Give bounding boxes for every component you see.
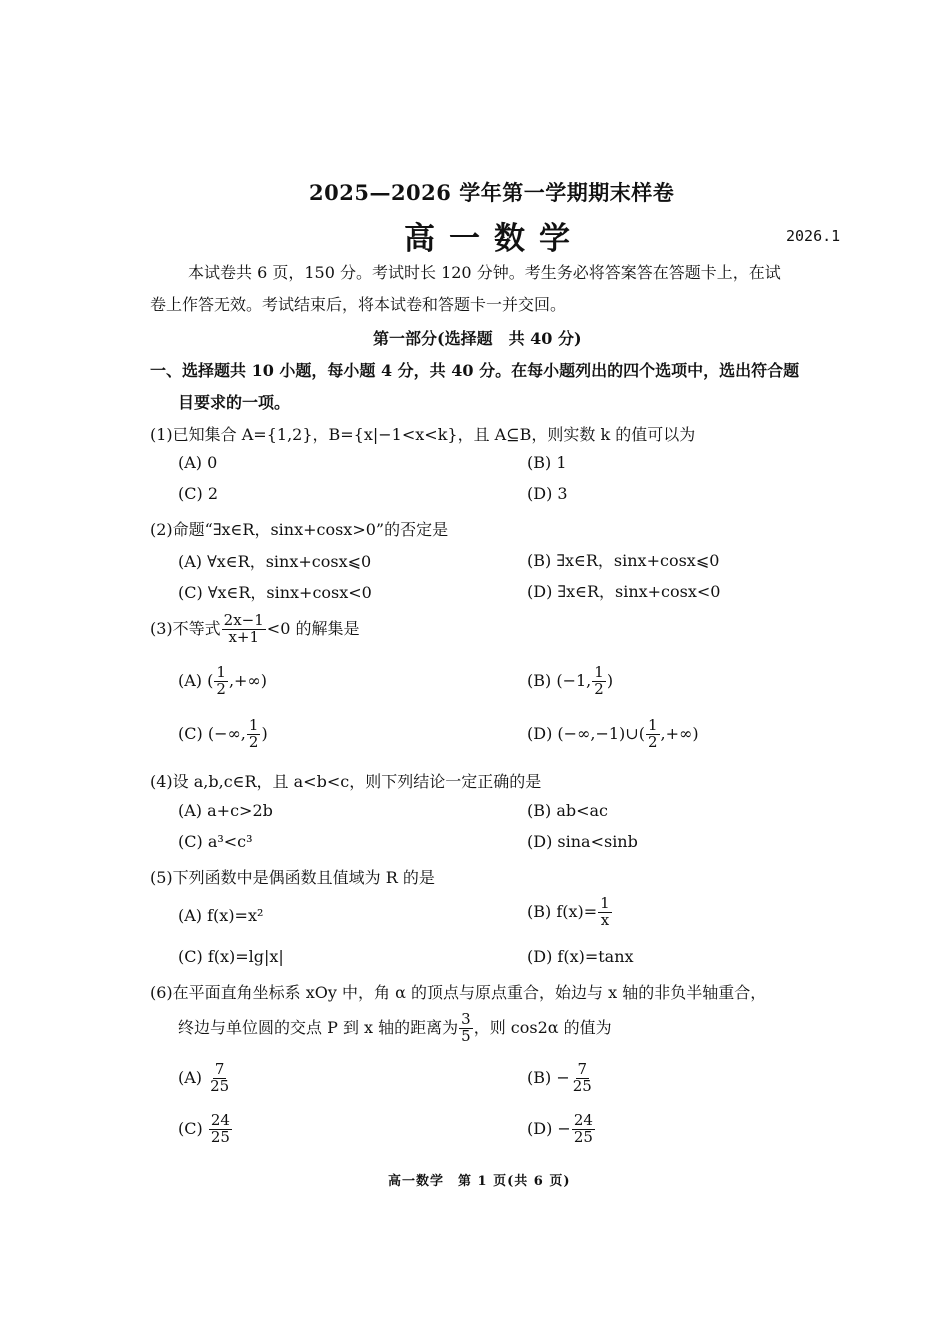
option-label: (C) xyxy=(178,1118,203,1138)
question-1-option-d: (D) 3 xyxy=(527,484,568,503)
question-2-option-a: (A) ∀x∈R，sinx+cosx⩽0 xyxy=(178,552,372,571)
option-text-pre: (−∞,−1)∪( xyxy=(557,723,645,743)
question-6-option-b xyxy=(527,1062,595,1095)
fraction-numerator: 24 xyxy=(210,1111,230,1129)
stem-fraction xyxy=(459,1012,473,1045)
question-1-option-a: (A) 0 xyxy=(178,453,218,472)
question-1-option-c: (C) 2 xyxy=(178,484,218,503)
question-3-option-a xyxy=(178,665,267,698)
option-label: (D) xyxy=(527,723,553,743)
fraction-numerator: 1 xyxy=(594,663,604,681)
fraction-denominator: x+1 xyxy=(228,627,260,646)
option-label: (A) xyxy=(178,670,203,690)
question-5-stem: (5)下列函数中是偶函数且值域为 R 的是 xyxy=(150,868,435,887)
intro-line-1: 本试卷共 6 页，150 分。考试时长 120 分钟。考生务必将答案答在答题卡上，在试 xyxy=(188,263,781,282)
question-3-option-c xyxy=(178,718,268,751)
option-text-post: ) xyxy=(606,670,614,690)
question-4-option-c: (C) a³<c³ xyxy=(178,832,253,851)
option-fraction xyxy=(214,665,228,698)
intro-line-2: 卷上作答无效。考试结束后，将本试卷和答题卡一并交回。 xyxy=(150,295,567,314)
question-2-option-b: (B) ∃x∈R，sinx+cosx⩽0 xyxy=(527,551,720,570)
question-3-option-d xyxy=(527,718,699,751)
fraction-denominator: 5 xyxy=(461,1026,471,1045)
question-6-stem-line-2 xyxy=(178,1012,612,1045)
option-text-post: ,+∞) xyxy=(228,670,267,690)
option-text-pre: (−∞, xyxy=(207,723,246,743)
stem-text-pre: 终边与单位圆的交点 P 到 x 轴的距离为 xyxy=(178,1017,459,1037)
fraction-numerator: 7 xyxy=(577,1060,588,1078)
question-2-stem: (2)命题“∃x∈R，sinx+cosx>0”的否定是 xyxy=(150,520,449,539)
option-fraction xyxy=(247,718,261,751)
option-text-pre: ( xyxy=(207,670,214,690)
fraction-denominator: 25 xyxy=(572,1076,592,1095)
question-3-stem-suffix: <0 的解集是 xyxy=(266,618,360,638)
fraction-denominator: 2 xyxy=(594,679,604,698)
question-4-option-a: (A) a+c>2b xyxy=(178,801,273,820)
question-2-option-d: (D) ∃x∈R，sinx+cosx<0 xyxy=(527,582,721,601)
fraction-numerator: 3 xyxy=(461,1010,471,1028)
subject-title: 高一数学 xyxy=(404,221,584,257)
question-6-stem-line-1: (6)在平面直角坐标系 xOy 中，角 α 的顶点与原点重合，始边与 x 轴的非负半轴重合， xyxy=(150,983,767,1002)
question-5-option-b xyxy=(527,896,613,929)
fraction-numerator: 24 xyxy=(573,1111,593,1129)
question-5-option-a: (A) f(x)=x² xyxy=(178,906,264,925)
question-6-option-a xyxy=(178,1062,232,1095)
question-4-stem: (4)设 a,b,c∈R，且 a<b<c，则下列结论一定正确的是 xyxy=(150,772,542,791)
question-1-stem: (1)已知集合 A={1,2}，B={x|−1<x<k}，且 A⊆B，则实数 k 的值可以为 xyxy=(150,425,696,444)
section-instruction-line-2: 目要求的一项。 xyxy=(178,393,291,412)
question-5-option-c: (C) f(x)=lg|x| xyxy=(178,947,284,966)
question-3-stem xyxy=(150,613,359,646)
option-sign: − xyxy=(556,1067,570,1087)
option-fraction xyxy=(646,718,660,751)
option-label: (B) xyxy=(527,1067,552,1087)
question-1-option-b: (B) 1 xyxy=(527,453,567,472)
fraction-numerator: 2x−1 xyxy=(223,611,264,629)
option-sign: − xyxy=(557,1118,571,1138)
option-fraction xyxy=(572,1113,595,1146)
fraction-denominator: 2 xyxy=(248,732,259,751)
fraction-denominator: x xyxy=(600,910,610,929)
question-5-option-d: (D) f(x)=tanx xyxy=(527,947,634,966)
option-fraction xyxy=(208,1062,231,1095)
exam-date: 2026.1 xyxy=(786,227,841,245)
question-6-option-d xyxy=(527,1113,596,1146)
fraction-numerator: 1 xyxy=(248,716,259,734)
question-6-option-c xyxy=(178,1113,233,1146)
question-3-inequality-fraction xyxy=(222,613,266,646)
fraction-denominator: 2 xyxy=(647,732,658,751)
page-footer: 高一数学 第 1 页(共 6 页) xyxy=(388,1174,571,1189)
option-label: (A) xyxy=(178,1067,203,1087)
fraction-denominator: 25 xyxy=(210,1127,230,1146)
option-text-post: ) xyxy=(261,723,268,743)
question-4-option-d: (D) sina<sinb xyxy=(527,832,638,851)
question-2-option-c: (C) ∀x∈R，sinx+cosx<0 xyxy=(178,583,372,602)
option-fraction xyxy=(571,1062,594,1095)
exam-title: 2025—2026 学年第一学期期末样卷 xyxy=(309,180,675,205)
option-fraction xyxy=(592,665,606,698)
question-3-stem-prefix: (3)不等式 xyxy=(150,618,221,638)
option-label: (D) xyxy=(527,1118,553,1138)
section-instruction-line-1: 一、选择题共 10 小题，每小题 4 分，共 40 分。在每小题列出的四个选项中，选出符合题 xyxy=(150,361,800,380)
option-label: (C) xyxy=(178,723,203,743)
option-text-post: ,+∞) xyxy=(660,723,699,743)
option-text: (B) f(x)= xyxy=(527,901,598,921)
stem-text-post: ，则 cos2α 的值为 xyxy=(473,1017,612,1037)
fraction-denominator: 2 xyxy=(216,679,226,698)
part-title: 第一部分(选择题 共 40 分) xyxy=(373,329,582,348)
option-text-pre: (−1, xyxy=(556,670,592,690)
fraction-numerator: 1 xyxy=(647,716,658,734)
option-fraction xyxy=(598,896,612,929)
fraction-denominator: 25 xyxy=(210,1076,230,1095)
fraction-numerator: 7 xyxy=(214,1060,225,1078)
fraction-denominator: 25 xyxy=(573,1127,593,1146)
question-3-option-b xyxy=(527,665,613,698)
fraction-numerator: 1 xyxy=(600,894,610,912)
option-label: (B) xyxy=(527,670,552,690)
fraction-numerator: 1 xyxy=(216,663,226,681)
option-fraction xyxy=(209,1113,232,1146)
question-4-option-b: (B) ab<ac xyxy=(527,801,609,820)
